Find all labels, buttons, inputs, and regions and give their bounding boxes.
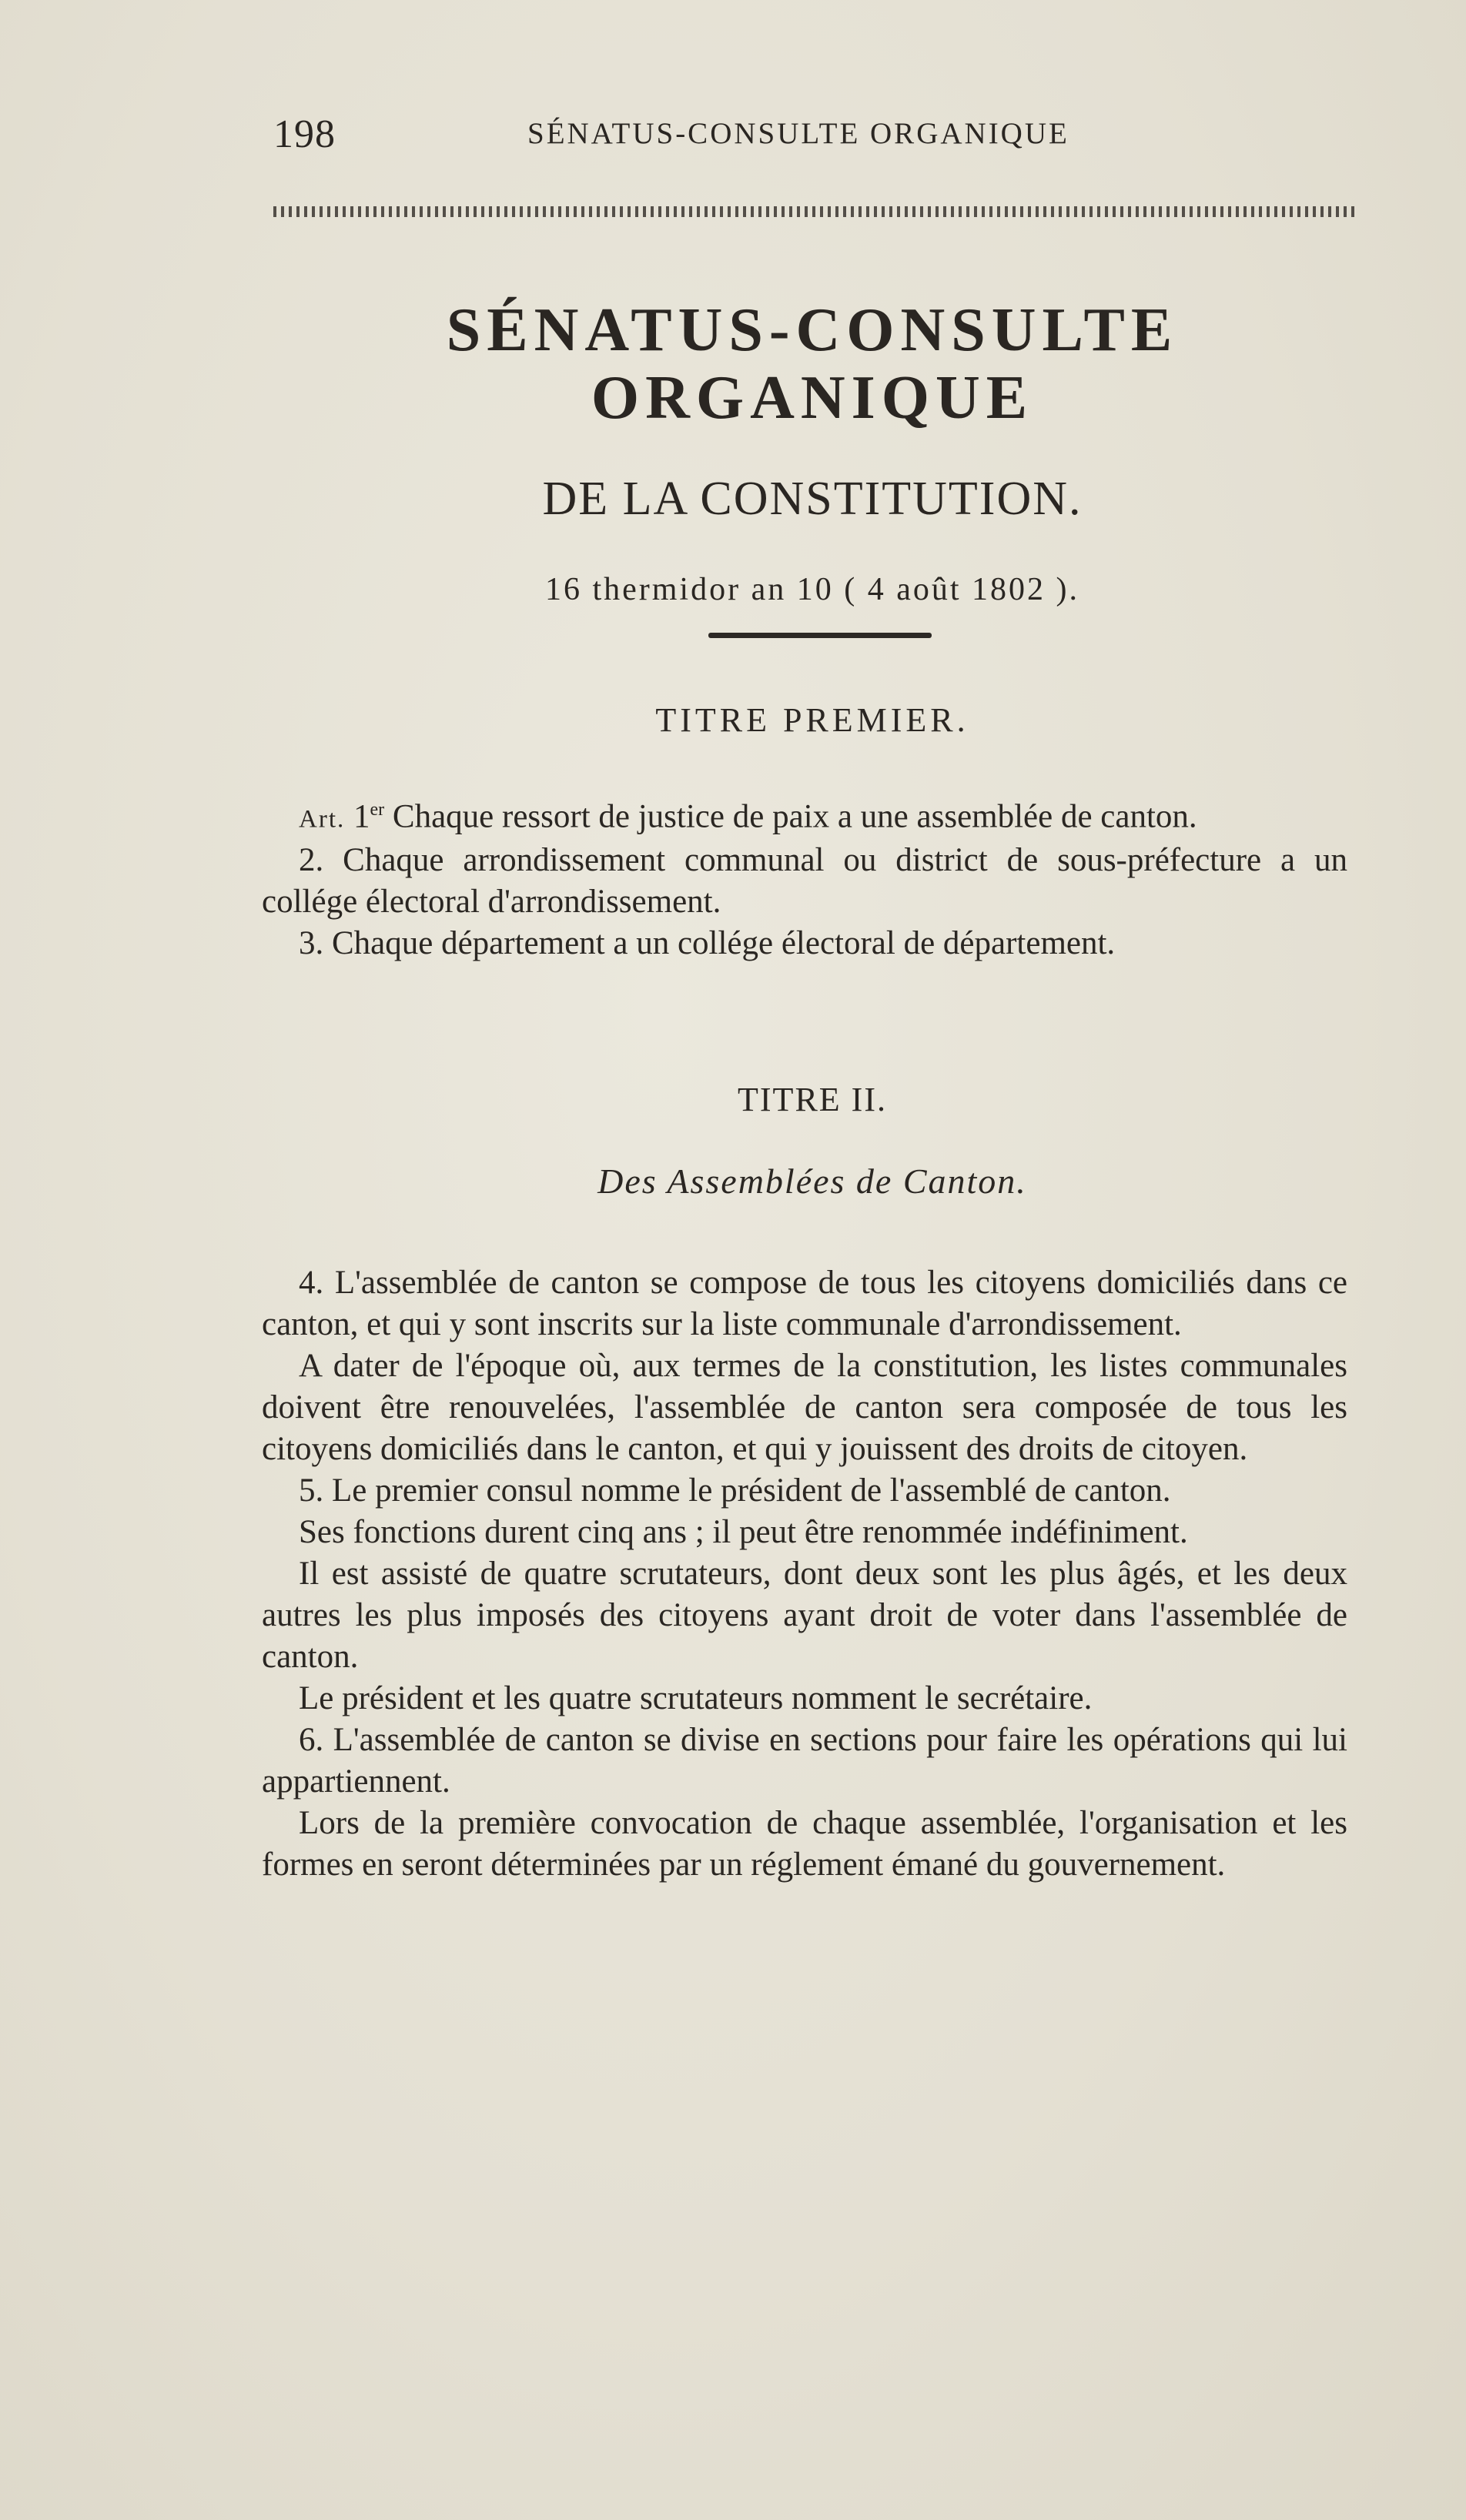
article-1-number: 1 — [353, 798, 370, 835]
paragraph: 5. Le premier consul nomme le président de l'assemblé de canton. — [299, 1472, 1171, 1509]
paragraph: Lors de la première convocation de chaque assemblée, l'organisation et les formes en seront déterminées par un réglement émané du gouvernement. — [262, 1805, 1347, 1883]
article-3: 3. Chaque département a un collége électoral de département. — [299, 925, 1116, 962]
paragraph: Le président et les quatre scrutateurs nomment le secrétaire. — [299, 1680, 1093, 1716]
paragraph: 4. L'assemblée de canton se compose de tous les citoyens domiciliés dans ce canton, et qui y sont inscrits sur la liste communale d'arrondissement. — [262, 1265, 1347, 1342]
page-number: 198 — [273, 112, 336, 156]
title-block — [258, 296, 1367, 608]
article-1-text: Chaque ressort de justice de paix a une assemblée de canton. — [384, 798, 1197, 835]
paragraph: Ses fonctions durent cinq ans ; il peut être renommée indéfiniment. — [299, 1514, 1188, 1550]
short-rule — [708, 633, 932, 638]
ornamental-rule — [273, 206, 1359, 217]
article-label: Art. — [299, 805, 346, 834]
running-head: SÉNATUS-CONSULTE ORGANIQUE — [527, 117, 1069, 150]
section-heading: Des Assemblées de Canton. — [597, 1161, 1027, 1201]
article-1 — [262, 789, 1347, 840]
paragraph: 6. L'assemblée de canton se divise en sections pour faire les opérations qui lui appartiennent. — [262, 1722, 1347, 1800]
titre-deux-articles — [262, 1262, 1347, 1886]
paragraph: Il est assisté de quatre scrutateurs, dont deux sont les plus âgés, et les deux autres les plus imposés des citoyens ayant droit de voter dans l'assemblée de canton. — [262, 1556, 1347, 1675]
article-2: 2. Chaque arrondissement communal ou district de sous-préfecture a un collége électoral d'arrondissement. — [262, 842, 1347, 921]
titre-deux-heading: TITRE II. — [738, 1081, 887, 1118]
titre-premier-heading: TITRE PREMIER. — [655, 701, 969, 739]
date-line: 16 thermidor an 10 ( 4 août 1802 ). — [544, 572, 1080, 607]
main-title: SÉNATUS-CONSULTE ORGANIQUE — [446, 296, 1179, 432]
article-1-superscript: er — [370, 800, 385, 820]
paragraph: A dater de l'époque où, aux termes de la constitution, les listes communales doivent être renouvelées, l'assemblée de canton sera composée de tous les citoyens domiciliés dans le canton, et qui y jouissent des droits de citoyen. — [262, 1348, 1347, 1467]
titre-premier-articles — [262, 789, 1347, 964]
sub-title: DE LA CONSTITUTION. — [542, 473, 1083, 525]
